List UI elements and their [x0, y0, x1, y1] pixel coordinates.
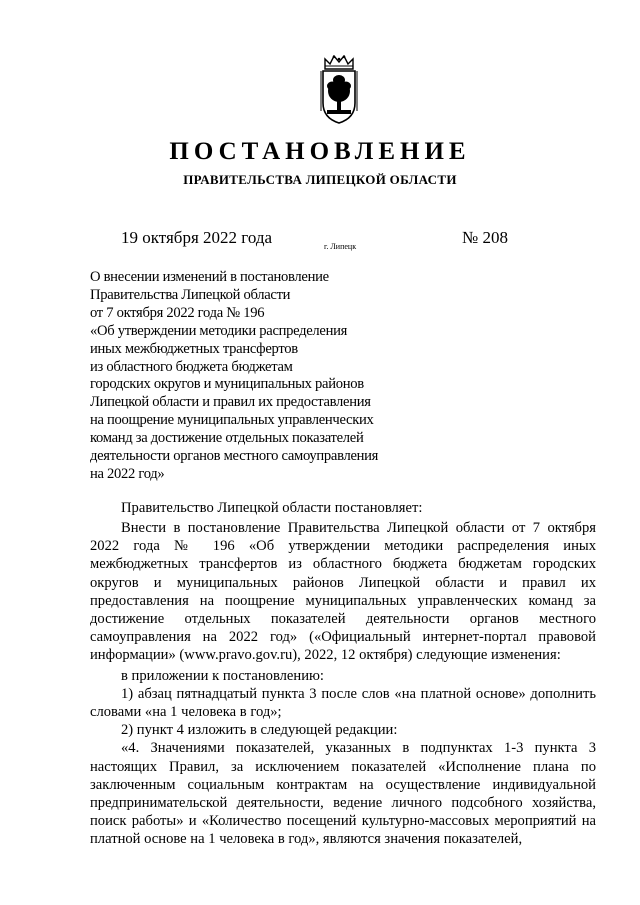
body-paragraph: Внести в постановление Правительства Липецкой области от 7 октября 2022 года № 196 «Об утверждении методики распределения иных межбюджетных трансфертов из областного бюджета бюджетам городских округов и муниципальных районов Липецкой области и правил их предоставления на поощрение муниципальных управленческих команд за достижение отдельных показателей деятельности органов местного самоуправления на 2022 год» («Официальный интернет-портал правовой информации» (www.pravo.gov.ru), 2022, 12 октября) следующие изменения:	[90, 520, 596, 664]
body-paragraph: «4. Значениями показателей, указанных в подпунктах 1-3 пункта 3 настоящих Правил, за исключением показателей «Исполнение плана по заключенным социальным контрактам на осуществление индивидуальной предпринимательской деятельности, ведение личного подсобного хозяйства, поиск работы» и «Количество посещений культурно-массовых мероприятий на платной основе на 1 человека в год», являются значения показателей,	[90, 740, 596, 848]
subject-line: на поощрение муниципальных управленческих	[90, 412, 374, 429]
subject-line: деятельности органов местного самоуправления	[90, 448, 379, 465]
body-paragraph: 1) абзац пятнадцатый пункта 3 после слов «на платной основе» дополнить словами «на 1 человека в год»;	[90, 685, 596, 721]
document-subject	[90, 269, 420, 484]
subject-line: от 7 октября 2022 года № 196	[90, 304, 265, 321]
document-date: 19 октября 2022 года	[121, 228, 273, 247]
subject-line: городских округов и муниципальных районов	[90, 376, 364, 393]
subject-line: из областного бюджета бюджетам	[90, 358, 293, 375]
document-issuer: ПРАВИТЕЛЬСТВА ЛИПЕЦКОЙ ОБЛАСТИ	[183, 172, 457, 187]
subject-line: на 2022 год»	[90, 465, 165, 482]
subject-line: команд за достижение отдельных показателей	[90, 430, 364, 447]
resolution-intro: Правительство Липецкой области постановляет:	[121, 500, 423, 516]
subject-line: О внесении изменений в постановление	[90, 269, 329, 285]
coat-of-arms-icon	[316, 55, 362, 125]
subject-line: «Об утверждении методики распределения	[90, 322, 348, 339]
subject-line: иных межбюджетных трансфертов	[90, 340, 298, 357]
document-city: г. Липецк	[324, 242, 357, 251]
document-body	[90, 519, 596, 849]
document-title: ПОСТАНОВЛЕНИЕ	[169, 138, 471, 165]
subject-line: Правительства Липецкой области	[90, 286, 291, 303]
document-number: № 208	[462, 228, 508, 247]
body-paragraph: в приложении к постановлению:	[121, 667, 324, 684]
body-paragraph: 2) пункт 4 изложить в следующей редакции:	[121, 722, 398, 739]
subject-line: Липецкой области и правил их предоставления	[90, 394, 371, 411]
